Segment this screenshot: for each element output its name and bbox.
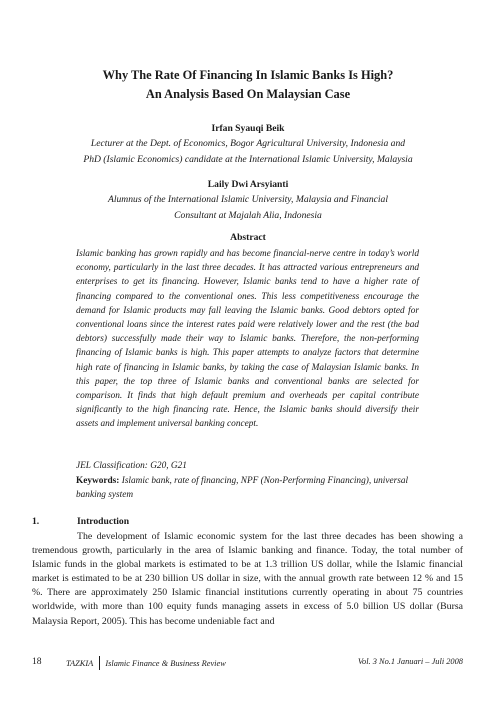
abstract-text: Islamic banking has grown rapidly and has become financial-nerve centre in today’s world economy, particularly in the last three decades. It has attracted various entrepreneurs and enterprises to get its financing. However, Islamic banks tend to have a higher rate of financing compared to the conventional ones. This less competitiveness encourage the demand for Islamic products may fall leaving the Islamic banks. Good debtors opted for conventional loans since the interest rates paid were relatively lower and the rest (the bad debtors) successfully made their way to Islamic banks. Therefore, the non-performing financing of Islamic banks is high. This paper attempts to analyze factors that determine high rate of financing in Islamic banks, by taking the case of Malaysian Islamic banks. In this paper, the top three of Islamic banks and conventional banks are selected for comparison. It finds that high default premium and overheads per capital contribute significantly to the high financing rate. Hence, the Islamic banks should diversify their assets and implement universal banking concept. — [76, 249, 419, 430]
section-number: 1. — [32, 516, 40, 527]
title-line-2: An Analysis Based On Malaysian Case — [145, 87, 351, 101]
page-number: 18 — [32, 656, 42, 667]
author-affiliation-2 — [40, 192, 456, 224]
introduction-paragraph: The development of Islamic economic system for the last three decades has been showing a tremendous growth, particularly in the area of Islamic banking and finance. Today, the total number of Islamic funds in the global markets is estimated to be at 1.3 trillion US dollar, while the Islamic financial market is estimated to be at 230 billion US dollar in size, with the annual growth rate between 12 % and 15 %. There are approximately 250 Islamic financial institutions currently operating in about 75 countries worldwide, with more than 100 equity funds managing assets in excess of 5.0 billion US dollar (Bursa Malaysia Report, 2005). This has become undeniable fact and — [32, 531, 463, 627]
keywords-label: Keywords: — [76, 476, 120, 486]
keywords — [76, 474, 419, 502]
affiliation-line: Alumnus of the International Islamic University, Malaysia and Financial — [107, 194, 389, 205]
abstract-heading: Abstract — [230, 232, 266, 243]
journal-name: TAZKIA — [66, 658, 94, 668]
author-name-1: Irfan Syauqi Beik — [211, 123, 285, 134]
issue-info: Vol. 3 No.1 Januari – Juli 2008 — [357, 657, 463, 666]
author-affiliation-1 — [40, 136, 456, 168]
keywords-text: Islamic bank, rate of financing, NPF (Non-Performing Financing), universal banking system — [76, 476, 409, 500]
journal-subtitle: Islamic Finance & Business Review — [105, 658, 226, 668]
affiliation-line: Lecturer at the Dept. of Economics, Bogor Agricultural University, Indonesia and — [90, 138, 406, 149]
jel-classification: JEL Classification: G20, G21 — [76, 461, 187, 471]
journal-info — [66, 657, 226, 671]
affiliation-line: PhD (Islamic Economics) candidate at the International Islamic University, Malaysia — [83, 154, 413, 165]
author-name-2: Laily Dwi Arsyianti — [207, 179, 289, 190]
page-footer — [32, 654, 463, 672]
section-heading — [32, 516, 129, 527]
affiliation-line: Consultant at Majalah Alia, Indonesia — [174, 210, 322, 221]
section-title: Introduction — [77, 516, 130, 527]
footer-divider — [99, 656, 100, 670]
paper-title — [40, 66, 456, 104]
title-line-1: Why The Rate Of Financing In Islamic Banks Is High? — [102, 68, 394, 82]
